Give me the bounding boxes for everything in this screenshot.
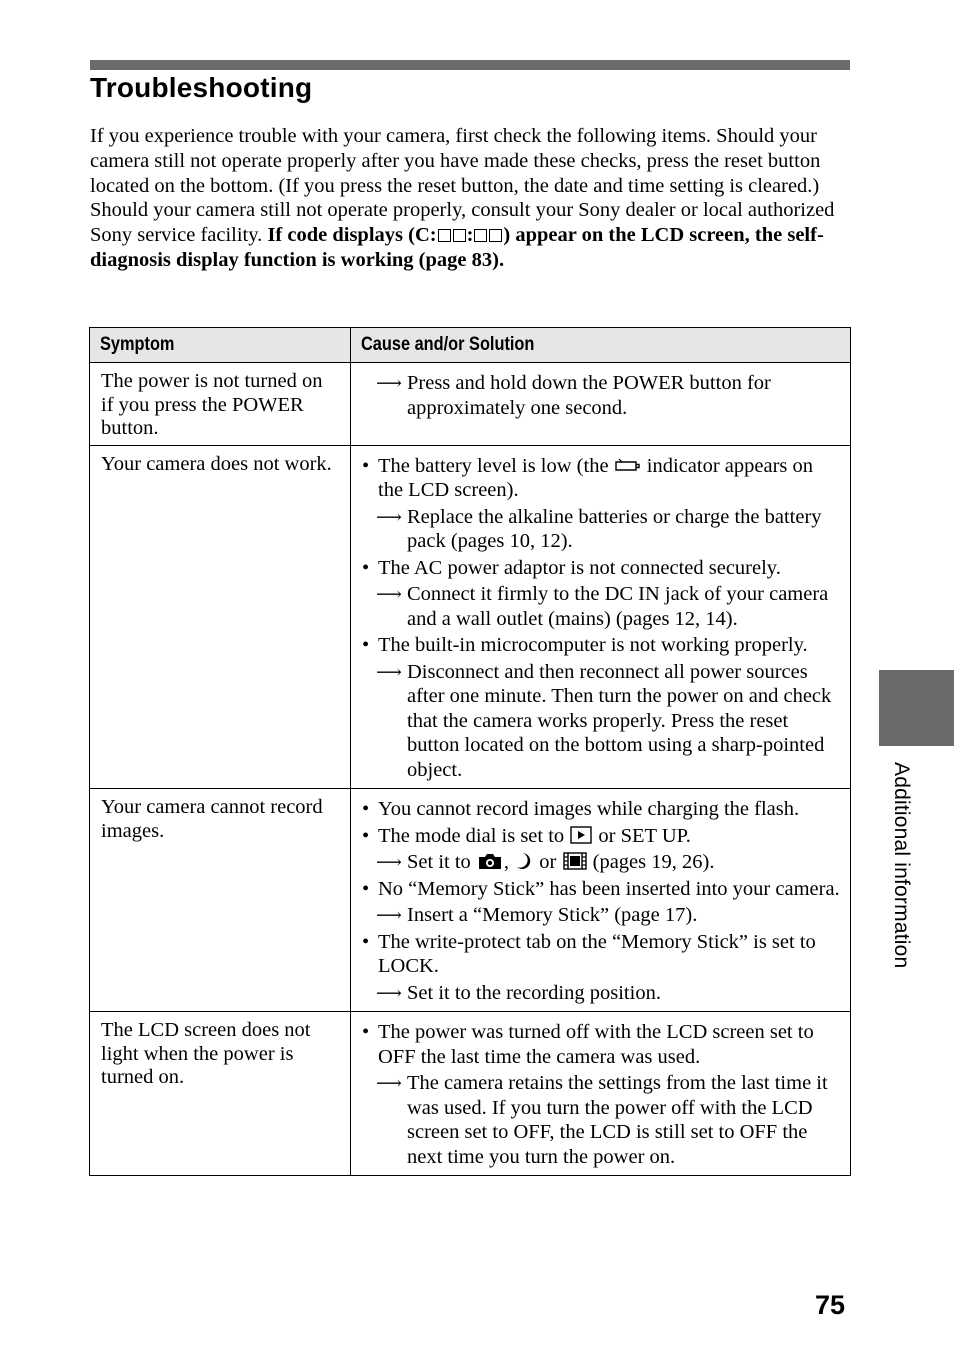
section-tab-marker — [879, 670, 954, 746]
cause-item: • No “Memory Stick” has been inserted into your camera. ⟶ Insert a “Memory Stick” (page 17). — [362, 877, 840, 928]
top-rule — [90, 60, 850, 70]
placeholder-box-icon — [438, 229, 451, 242]
right-arrow-icon: ⟶ — [376, 982, 402, 1003]
twilight-moon-icon — [514, 851, 534, 871]
right-arrow-icon: ⟶ — [376, 584, 402, 604]
cause-item: • The AC power adaptor is not connected securely. ⟶ Connect it firmly to the DC IN jack of your camera and a wall outlet (mains) (pages 12, 14). — [362, 556, 840, 632]
solution-cell — [351, 445, 851, 789]
table-row — [90, 445, 851, 789]
placeholder-box-icon — [453, 229, 466, 242]
table-row — [90, 363, 851, 446]
table-row — [90, 1012, 851, 1176]
right-arrow-icon: ⟶ — [376, 661, 402, 682]
cause-item: • The battery level is low (the indicator appears on the LCD screen). ⟶ Replace the alkaline batteries or charge the battery pack (pages 10, 12). — [362, 454, 840, 554]
column-header-symptom: Symptom — [90, 328, 351, 363]
right-arrow-icon: ⟶ — [376, 905, 402, 925]
symptom-cell: The power is not turned on if you press the POWER button. — [90, 363, 351, 446]
table-row — [90, 789, 851, 1012]
cause-item: • The power was turned off with the LCD screen set to OFF the last time the camera was used. ⟶ The camera retains the settings from the last time it was used. If you turn the power off with the LCD screen set to OFF, the LCD is still set to OFF the next time you turn the power on. — [362, 1020, 840, 1169]
troubleshooting-table — [89, 327, 851, 1176]
solution-item: ⟶ Replace the alkaline batteries or charge the battery pack (pages 10, 12). — [376, 505, 822, 552]
solution-item: ⟶ Set it to , or (pages 19, 26). — [376, 851, 715, 873]
right-arrow-icon: ⟶ — [376, 852, 402, 872]
solution-item: ⟶ Press and hold down the POWER button for approximately one second. — [376, 372, 771, 419]
solution-cell — [351, 1012, 851, 1176]
cause-item: • You cannot record images while charging the flash. — [362, 797, 840, 822]
symptom-cell: Your camera cannot record images. — [90, 789, 351, 1012]
solution-item: ⟶ Disconnect and then reconnect all power sources after one minute. Then turn the power on and check that the camera works properly. Press the reset button located on the bottom using a sharp-pointed object. — [376, 660, 832, 781]
right-arrow-icon: ⟶ — [376, 506, 402, 527]
column-header-cause: Cause and/or Solution — [351, 328, 851, 363]
symptom-cell: Your camera does not work. — [90, 445, 351, 789]
movie-film-icon — [562, 851, 588, 871]
solution-item: ⟶ Connect it firmly to the DC IN jack of your camera and a wall outlet (mains) (pages 12, 14). — [376, 583, 829, 630]
cause-item: • The built-in microcomputer is not working properly. ⟶ Disconnect and then reconnect all power sources after one minute. Then turn the power on and check that the camera works properly. Press the reset button located on the bottom using a sharp-pointed object. — [362, 633, 840, 782]
placeholder-box-icon — [489, 229, 502, 242]
intro-bold: If code displays (C: : ) appear on the LCD screen, the self-diagnosis display function is working (page 83). — [90, 224, 824, 271]
solution-item: ⟶ Set it to the recording position. — [376, 981, 661, 1004]
battery-empty-icon — [614, 457, 642, 475]
right-arrow-icon: ⟶ — [376, 373, 402, 393]
right-arrow-icon: ⟶ — [376, 1073, 402, 1093]
table-header-row — [90, 328, 851, 363]
cause-item: • The write-protect tab on the “Memory Stick” is set to LOCK. ⟶ Set it to the recording position. — [362, 930, 840, 1006]
playback-icon — [569, 825, 593, 845]
cause-item: • The mode dial is set to or SET UP. ⟶ Set it to , or (pages 19, 26). — [362, 824, 840, 875]
intro-paragraph — [90, 124, 850, 273]
intro-text: If you experience trouble with your camera, first check the following items. Should your camera still not operate properly after you have made these checks, press the reset button located on the bottom. (If you press the reset button, the date and time setting is cleared.) Should your camera still not operate properly, consult your Sony dealer or local authorized Sony service facility. — [90, 125, 835, 247]
page-title: Troubleshooting — [90, 72, 313, 103]
solution-cell — [351, 363, 851, 446]
still-camera-icon — [476, 851, 504, 871]
section-tab-label: Additional information — [890, 762, 913, 969]
solution-cell — [351, 789, 851, 1012]
placeholder-box-icon — [474, 229, 487, 242]
symptom-cell: The LCD screen does not light when the power is turned on. — [90, 1012, 351, 1176]
page-number: 75 — [815, 1290, 846, 1320]
solution-item: ⟶ The camera retains the settings from the last time it was used. If you turn the power off with the LCD screen set to OFF, the LCD is still set to OFF the next time you turn the power on. — [376, 1072, 828, 1168]
solution-item: ⟶ Insert a “Memory Stick” (page 17). — [376, 904, 698, 926]
